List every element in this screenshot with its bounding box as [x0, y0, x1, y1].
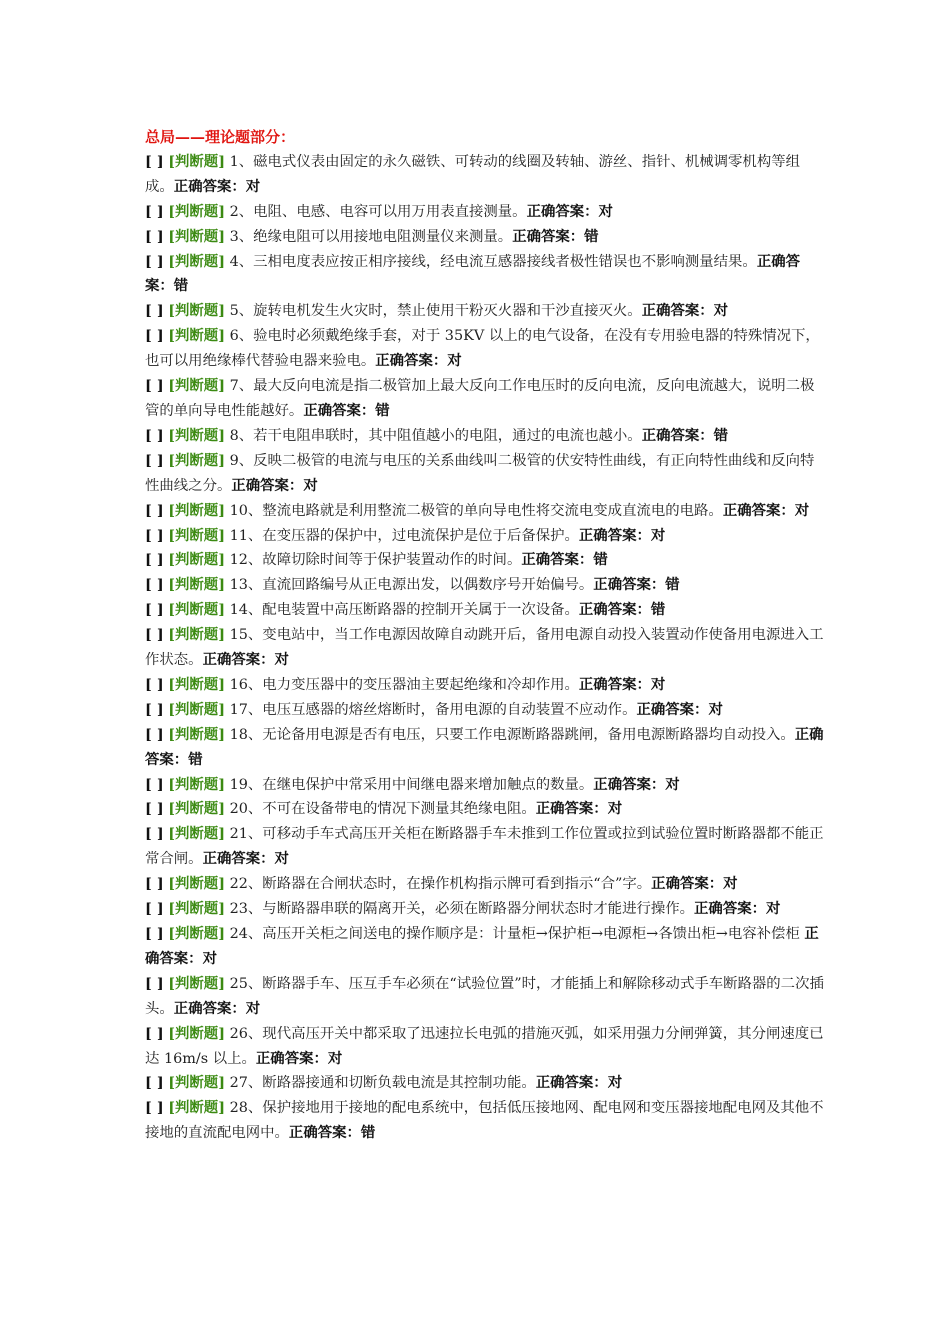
question-text: 电力变压器中的变压器油主要起绝缘和冷却作用。 [262, 676, 579, 693]
question-number: 11、 [229, 527, 263, 544]
answer-label: 正确答案： [202, 850, 275, 868]
question-type-tag: [判断题] [168, 825, 226, 843]
question-number: 17、 [229, 701, 263, 718]
answer-label: 正确答案： [651, 875, 724, 893]
answer-label: 正确答案： [636, 700, 709, 718]
question-item [145, 698, 825, 723]
question-text: 现代高压开关中都采取了迅速拉长电弧的措施灭弧，如采用强力分闸弹簧，其分闸速度已达 16m/s 以上。 [145, 1025, 824, 1067]
answer-value: 错 [584, 227, 599, 245]
question-type-tag: [判断题] [168, 152, 226, 170]
answer-value: 错 [650, 601, 666, 619]
question-type-tag: [判断题] [168, 900, 226, 918]
question-number: 19、 [229, 776, 263, 793]
question-number: 10、 [229, 502, 263, 519]
question-type-tag: [判断题] [168, 377, 226, 395]
answer-value: 对 [650, 675, 666, 693]
question-type-tag: [判断题] [168, 601, 226, 619]
question-number: 3、 [229, 228, 254, 245]
question-text: 可移动手车式高压开关柜在断路器手车未推到工作位置或拉到试验位置时断路器都不能正常合闸。 [145, 826, 824, 868]
answer-label: 正确答案： [145, 252, 801, 295]
answer-label: 正确答案： [641, 426, 714, 444]
question-type-tag: [判断题] [168, 675, 226, 693]
answer-label: 正确答案： [641, 302, 714, 320]
answer-value: 错 [173, 277, 189, 295]
question-text: 保护接地用于接地的配电系统中，包括低压接地网、配电网和变压器接地配电网及其他不接地的直流配电网中。 [145, 1100, 824, 1142]
answer-value: 对 [607, 800, 623, 818]
question-type-tag: [判断题] [168, 1074, 226, 1092]
question-text: 高压开关柜之间送电的操作顺序是：计量柜→保护柜→电源柜→各馈出柜→电容补偿柜 [262, 926, 805, 942]
question-item [145, 598, 825, 623]
question-text: 三相电度表应按正相序接线，经电流互感器接线者极性错误也不影响测量结果。 [253, 253, 757, 270]
answer-value: 错 [593, 551, 608, 569]
answer-value: 对 [723, 875, 738, 893]
question-text: 电压互感器的熔丝熔断时，备用电源的自动装置不应动作。 [262, 701, 637, 718]
answer-label: 正确答案： [255, 1049, 328, 1067]
question-list [145, 125, 825, 1146]
answer-label: 正确答案： [173, 999, 246, 1017]
question-text: 电阻、电感、电容可以用万用表直接测量。 [253, 203, 527, 220]
question-text: 故障切除时间等于保护装置动作的时间。 [262, 552, 522, 569]
bracket-marker: [ ] [145, 1099, 164, 1117]
question-type-tag: [判断题] [168, 327, 226, 345]
question-text: 断路器在合闸状态时，在操作机构指示牌可看到指示“合”字。 [262, 876, 652, 893]
answer-value: 对 [607, 1074, 623, 1092]
question-type-tag: [判断题] [168, 800, 226, 818]
bracket-marker: [ ] [145, 576, 164, 594]
bracket-marker: [ ] [145, 601, 164, 619]
answer-value: 错 [360, 1124, 376, 1142]
question-text: 验电时必须戴绝缘手套，对于 35KV 以上的电气设备，在没有专用验电器的特殊情况下，也可以用绝缘棒代替验电器来验电。 [145, 328, 820, 370]
bracket-marker: [ ] [145, 974, 164, 992]
question-text: 绝缘电阻可以用接地电阻测量仪来测量。 [253, 228, 513, 245]
question-item [145, 1022, 825, 1072]
answer-label: 正确答案： [535, 1074, 608, 1092]
answer-value: 对 [202, 949, 217, 967]
answer-value: 错 [375, 401, 390, 419]
question-item [145, 150, 825, 200]
question-item [145, 250, 825, 300]
question-number: 9、 [229, 452, 254, 469]
question-type-tag: [判断题] [168, 252, 226, 270]
answer-label: 正确答案： [578, 675, 651, 693]
question-item [145, 200, 825, 225]
answer-label: 正确答案： [593, 775, 666, 793]
bracket-marker: [ ] [145, 700, 164, 718]
question-number: 5、 [229, 303, 254, 320]
question-type-tag: [判断题] [168, 426, 226, 444]
bracket-marker: [ ] [145, 526, 164, 544]
answer-label: 正确答案： [145, 925, 819, 967]
bracket-marker: [ ] [145, 725, 164, 743]
question-text: 无论备用电源是否有电压，只要工作电源断路器跳闸，备用电源断路器均自动投入。 [262, 726, 795, 743]
answer-value: 错 [713, 426, 729, 444]
answer-label: 正确答案： [288, 1124, 361, 1142]
bracket-marker: [ ] [145, 1024, 164, 1042]
bracket-marker: [ ] [145, 626, 164, 644]
bracket-marker: [ ] [145, 227, 164, 245]
answer-label: 正确答案： [202, 651, 275, 669]
answer-label: 正确答案： [578, 526, 651, 544]
question-number: 23、 [229, 901, 263, 918]
question-item [145, 424, 825, 449]
question-text: 旋转电机发生火灾时，禁止使用干粉灭火器和干沙直接灭火。 [253, 303, 642, 320]
question-text: 不可在设备带电的情况下测量其绝缘电阻。 [262, 801, 536, 818]
question-type-tag: [判断题] [168, 974, 226, 992]
question-number: 20、 [229, 801, 263, 818]
question-item [145, 872, 825, 897]
question-item [145, 897, 825, 922]
answer-value: 对 [303, 476, 318, 494]
answer-value: 对 [766, 900, 781, 918]
question-number: 26、 [229, 1025, 263, 1042]
answer-label: 正确答案： [593, 576, 666, 594]
question-type-tag: [判断题] [168, 1024, 226, 1042]
answer-label: 正确答案： [694, 900, 766, 918]
question-type-tag: [判断题] [168, 227, 226, 245]
bracket-marker: [ ] [145, 825, 164, 843]
bracket-marker: [ ] [145, 1074, 164, 1092]
question-type-tag: [判断题] [168, 501, 226, 519]
answer-value: 对 [274, 651, 289, 669]
section-title: 总局——理论题部分： [145, 128, 296, 146]
question-number: 21、 [229, 826, 263, 843]
question-type-tag: [判断题] [168, 925, 226, 942]
question-number: 12、 [229, 552, 263, 569]
question-number: 18、 [229, 726, 263, 743]
bracket-marker: [ ] [145, 900, 164, 918]
question-item [145, 1096, 825, 1146]
question-item [145, 1071, 825, 1096]
answer-value: 对 [650, 526, 666, 544]
answer-value: 对 [327, 1049, 343, 1067]
question-type-tag: [判断题] [168, 202, 226, 220]
question-type-tag: [判断题] [168, 700, 226, 718]
answer-value: 对 [447, 352, 462, 370]
bracket-marker: [ ] [145, 925, 164, 942]
answer-value: 对 [245, 999, 261, 1017]
answer-value: 对 [708, 700, 723, 718]
answer-label: 正确答案： [521, 551, 594, 569]
answer-label: 正确答案： [303, 401, 376, 419]
answer-label: 正确答案： [526, 202, 599, 220]
question-number: 14、 [229, 602, 263, 619]
question-number: 24、 [229, 926, 263, 942]
question-number: 28、 [229, 1100, 263, 1117]
question-number: 6、 [229, 328, 254, 345]
question-item [145, 225, 825, 250]
question-item [145, 972, 825, 1022]
question-number: 16、 [229, 676, 263, 693]
question-type-tag: [判断题] [168, 551, 226, 569]
answer-label: 正确答案： [512, 227, 585, 245]
question-text: 最大反向电流是指二极管加上最大反向工作电压时的反向电流，反向电流越大，说明二极管的单向导电性能越好。 [145, 378, 815, 419]
bracket-marker: [ ] [145, 800, 164, 818]
bracket-marker: [ ] [145, 327, 164, 345]
bracket-marker: [ ] [145, 377, 164, 395]
question-type-tag: [判断题] [168, 775, 226, 793]
bracket-marker: [ ] [145, 152, 164, 170]
question-item [145, 299, 825, 324]
question-item [145, 797, 825, 822]
question-text: 断路器接通和切断负载电流是其控制功能。 [262, 1075, 536, 1092]
question-text: 与断路器串联的隔离开关，必须在断路器分闸状态时才能进行操作。 [262, 901, 695, 918]
answer-value: 对 [713, 302, 729, 320]
question-number: 22、 [229, 876, 263, 893]
answer-value: 对 [598, 202, 613, 220]
question-text: 直流回路编号从正电源出发，以偶数序号开始偏号。 [262, 577, 594, 594]
question-item [145, 773, 825, 798]
answer-value: 对 [245, 177, 261, 195]
answer-label: 正确答案： [145, 725, 824, 768]
question-type-tag: [判断题] [168, 451, 226, 469]
bracket-marker: [ ] [145, 875, 164, 893]
question-item [145, 374, 825, 424]
question-number: 13、 [229, 577, 263, 594]
bracket-marker: [ ] [145, 675, 164, 693]
question-type-tag: [判断题] [168, 302, 226, 320]
question-item [145, 449, 825, 499]
question-text: 反映二极管的电流与电压的关系曲线叫二极管的伏安特性曲线，有正向特性曲线和反向特性曲线之分。 [145, 452, 815, 494]
bracket-marker: [ ] [145, 252, 164, 270]
question-number: 15、 [229, 627, 263, 644]
bracket-marker: [ ] [145, 451, 164, 469]
answer-label: 正确答案： [231, 476, 304, 494]
question-item [145, 548, 825, 573]
question-type-tag: [判断题] [168, 526, 226, 544]
answer-label: 正确答案： [173, 177, 246, 195]
question-number: 7、 [229, 378, 254, 395]
question-item [145, 623, 825, 673]
bracket-marker: [ ] [145, 501, 164, 519]
question-text: 变电站中，当工作电源因故障自动跳开后，备用电源自动投入装置动作使备用电源进入工作状态。 [145, 627, 824, 669]
bracket-marker: [ ] [145, 426, 164, 444]
question-text: 断路器手车、压互手车必须在“试验位置”时，才能插上和解除移动式手车断路器的二次插头。 [145, 975, 824, 1017]
question-number: 8、 [229, 427, 254, 444]
question-type-tag: [判断题] [168, 626, 226, 644]
answer-value: 对 [665, 775, 680, 793]
answer-label: 正确答案： [578, 601, 651, 619]
question-item [145, 324, 825, 374]
question-text: 若干电阻串联时，其中阻值越小的电阻，通过的电流也越小。 [253, 427, 642, 444]
bracket-marker: [ ] [145, 551, 164, 569]
bracket-marker: [ ] [145, 775, 164, 793]
question-item [145, 524, 825, 549]
question-number: 25、 [229, 975, 263, 992]
bracket-marker: [ ] [145, 302, 164, 320]
items-container [145, 150, 825, 1146]
answer-value: 错 [665, 576, 680, 594]
question-text: 配电装置中高压断路器的控制开关属于一次设备。 [262, 602, 579, 619]
question-type-tag: [判断题] [168, 576, 226, 594]
question-item [145, 673, 825, 698]
answer-label: 正确答案： [535, 800, 608, 818]
question-item [145, 723, 825, 773]
bracket-marker: [ ] [145, 202, 164, 220]
question-type-tag: [判断题] [168, 1099, 226, 1117]
answer-value: 错 [188, 750, 203, 768]
question-type-tag: [判断题] [168, 875, 226, 893]
question-text: 在变压器的保护中，过电流保护是位于后备保护。 [262, 527, 579, 544]
answer-value: 对 [794, 501, 810, 519]
question-number: 1、 [229, 153, 254, 170]
question-text: 在继电保护中常采用中间继电器来增加触点的数量。 [262, 776, 594, 793]
question-text: 磁电式仪表由固定的永久磁铁、可转动的线圈及转轴、游丝、指针、机械调零机构等组成。 [145, 153, 800, 195]
answer-label: 正确答案： [375, 352, 448, 370]
question-number: 4、 [229, 253, 254, 270]
question-item [145, 822, 825, 872]
question-item [145, 499, 825, 524]
question-item [145, 922, 825, 972]
question-item [145, 573, 825, 598]
answer-value: 对 [274, 850, 289, 868]
answer-label: 正确答案： [722, 501, 795, 519]
question-text: 整流电路就是利用整流二极管的单向导电性将交流电变成直流电的电路。 [262, 502, 723, 519]
question-type-tag: [判断题] [168, 725, 226, 743]
question-number: 2、 [229, 203, 254, 220]
question-number: 27、 [229, 1075, 263, 1092]
